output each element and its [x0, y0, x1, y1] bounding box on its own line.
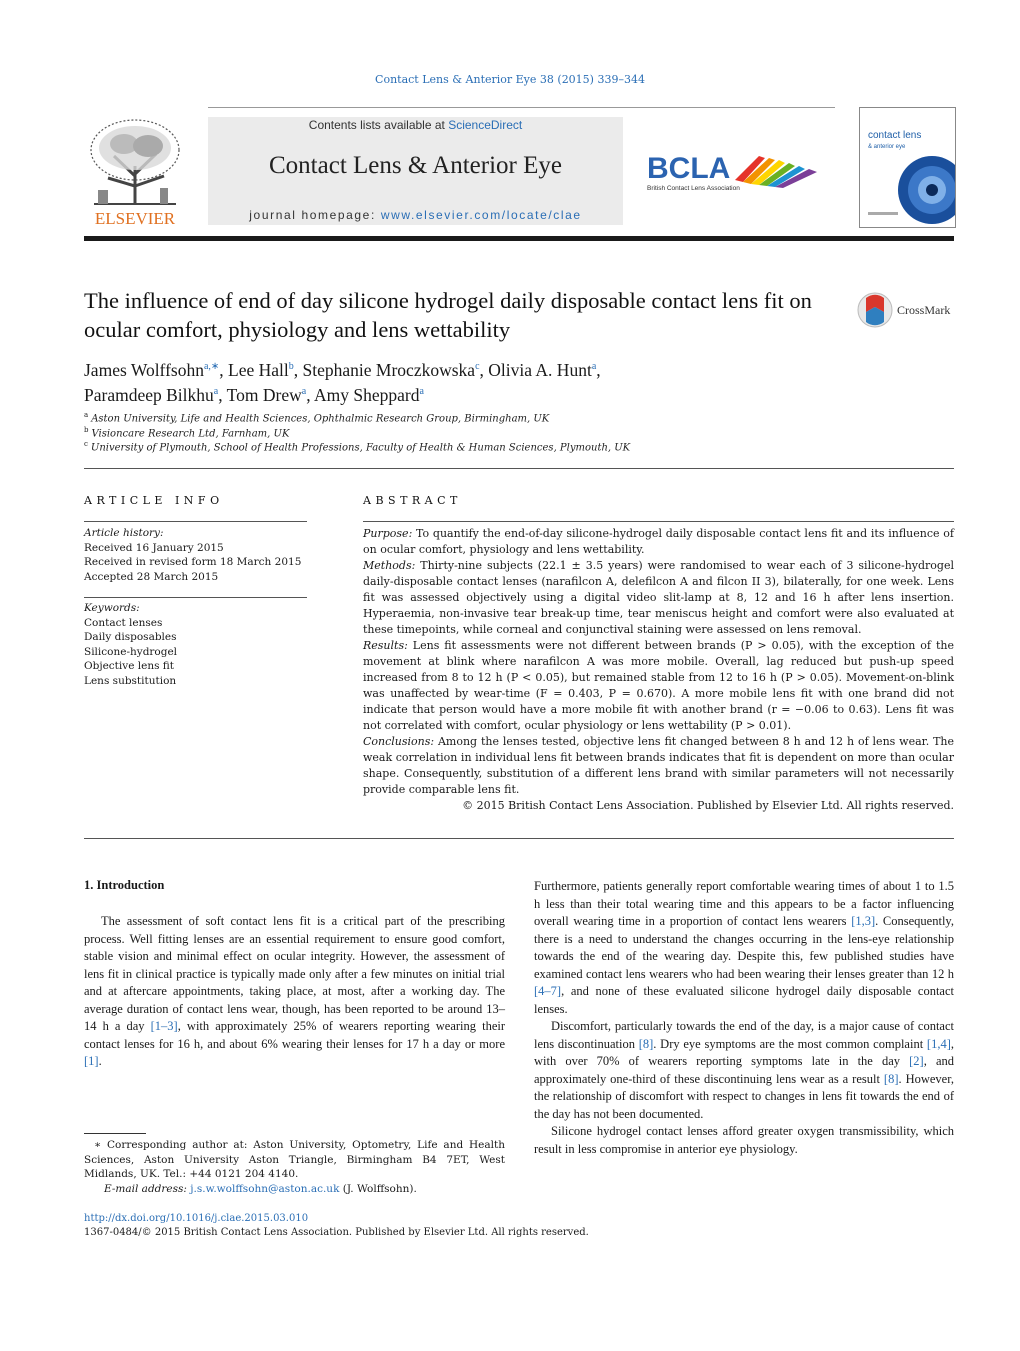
keyword: Contact lenses [84, 616, 163, 629]
elsevier-wordmark: ELSEVIER [94, 209, 176, 228]
abstract-body [363, 526, 954, 814]
contents-line: Contents lists available at ScienceDirect [308, 118, 523, 132]
divider [84, 838, 954, 839]
keyword: Daily disposables [84, 631, 177, 643]
abstract-results: Results: Lens fit assessments were not different between brands (P > 0.05), with the exception of the movement at blink where narafilcon A was more mobile. Overall, lag reduced but push-up speed increased from 8 to 12 h (P < 0.05), but remained stable from 12 to 16 h (P > 0.05). Movement-on-blink was unaffected by wear-time (F = 0.403, P = 0.670). A more mobile lens fit with one brand did not indicate that person would have a more mobile fit with another brand (r = −0.06 to 0.63). Lens fit was not correlated with comfort, ocular physiology or lens wettability (P > 0.01). [363, 639, 954, 732]
abstract-copyright: © 2015 British Contact Lens Association. Published by Elsevier Ltd. All rights reserved. [462, 799, 954, 812]
journal-homepage: journal homepage: www.elsevier.com/locate/clae [249, 208, 582, 222]
keyword: Objective lens fit [84, 660, 175, 672]
author[interactable]: Olivia A. Hunt$^a$ [488, 359, 597, 380]
divider [363, 521, 954, 522]
bcla-logo [647, 150, 827, 192]
abstract-purpose: Purpose: To quantify the end-of-day silicone-hydrogel daily disposable contact lens fit and its influence of on ocular comfort, physiology and lens wettability. [363, 527, 954, 556]
cover-subtitle: & anterior eye [868, 144, 906, 150]
journal-reference[interactable]: Contact Lens & Anterior Eye 38 (2015) 339–344 [375, 73, 645, 86]
author[interactable]: Tom Drew$^a$ [226, 384, 307, 405]
footnote-rule [84, 1133, 146, 1134]
divider [84, 521, 307, 522]
paragraph: Silicone hydrogel contact lenses afford greater oxygen transmissibility, which result in less compromise in anterior eye physiology. [534, 1124, 954, 1156]
citation-link[interactable]: [1,4] [926, 1036, 951, 1051]
paragraph: Furthermore, patients generally report comfortable wearing times of about 1 to 1.5 h less than their total wearing time and this appears to be a factor influencing overall wearing time in a proportion of contact lens wearers [1,3]. Consequently, there is a need to understand the changes occurring in the lens-eye relationship towards the end of the wearing day. Despite this, few published studies have examined contact lens wearers who had been wearing their lenses greater than 12 h [4–7], and none of these evaluated silicone hydrogel daily disposable contact lenses. [534, 879, 954, 1016]
abstract-conclusions: Conclusions: Among the lenses tested, objective lens fit changed between 8 h and 12 h of lens wear. The weak correlation in individual lens fit between brands indicates that fit is dependent on more than ocular shape. Consequently, substitution of a different lens brand with similar parameters will not necessarily provide comparable lens fit. [363, 735, 954, 796]
divider [84, 468, 954, 469]
issn-line: 1367-0484/© 2015 British Contact Lens Association. Published by Elsevier Ltd. All rights reserved. [84, 1227, 589, 1238]
paragraph: Discomfort, particularly towards the end of the day, is a major cause of contact lens discontinuation [8]. Dry eye symptoms are the most common complaint [1,4], with over 70% of wearers reporting symptoms late in the day [2], and approximately one-third of these discontinuing lens wear as a result [8]. However, the relationship of discomfort with respect to changes in lens fit towards the end of the day has not been documented. [534, 1019, 955, 1121]
homepage-link[interactable]: www.elsevier.com/locate/clae [380, 208, 582, 222]
email-link[interactable]: j.s.w.wolffsohn@aston.ac.uk [190, 1182, 340, 1195]
author[interactable]: James Wolffsohn$^{a,∗}$ [84, 359, 220, 380]
affiliation: $^a$ Aston University, Life and Health Sciences, Ophthalmic Research Group, Birmingham, UK [84, 411, 550, 425]
author[interactable]: Stephanie Mroczkowska$^c$ [302, 359, 480, 380]
right-column [534, 878, 954, 1158]
crossmark-badge[interactable] [857, 290, 957, 330]
keywords: Keywords: Contact lenses Daily disposables Silicone-hydrogel Objective lens fit Lens substitution [84, 601, 309, 688]
citation-link[interactable]: [4–7] [534, 984, 562, 998]
footnote: ∗ Corresponding author at: Aston University, Optometry, Life and Health Sciences, Aston University Aston Triangle, Birmingham B4 7ET, West Midlands, UK. Tel.: +44 0121 204 4140. E-mail address: j.s.w.wolffsohn@aston.ac.uk (J. Wolffsohn). [84, 1139, 505, 1195]
journal-title: Contact Lens & Anterior Eye [269, 152, 562, 179]
affiliation: $^b$ Visioncare Research Ltd, Farnham, UK [84, 426, 290, 440]
article-title: The influence of end of day silicone hydrogel daily disposable contact lens fit on ocular comfort, physiology and lens wettability [84, 288, 812, 342]
sciencedirect-link[interactable]: ScienceDirect [448, 118, 523, 132]
author[interactable]: Amy Sheppard$^a$ [313, 384, 424, 405]
paragraph: The assessment of soft contact lens fit is a critical part of the prescribing process. Well fitting lenses are an essential requirement to ensure good comfort, stable vision and minimal effect on ocular integrity. However, the assessment of lens fit in clinical practice is typically made only after a few minutes on initial trial and at aftercare appointments, taking place, at most, after a working day. The average duration of contact lens wear, though, has been reported to be around 13–14 h a day [1–3], with approximately 25% of wearers reporting wearing their contact lenses for 16 h, and about 6% wearing their lenses for 17 h a day or more [1]. [84, 914, 505, 1068]
keyword: Lens substitution [84, 674, 177, 687]
section-title: 1. Introduction [84, 878, 165, 892]
citation-link[interactable]: [8] [883, 1071, 899, 1086]
header-thick-rule [84, 236, 954, 241]
elsevier-logo [84, 116, 186, 228]
header-divider [208, 107, 835, 108]
author-list: James Wolffsohn$^{a,∗}$, Lee Hall$^b$, Stephanie Mroczkowska$^c$, Olivia A. Hunt$^a$, Paramdeep Bilkhu$^a$, Tom Drew$^a$, Amy Sheppard$^a$ [84, 359, 601, 405]
journal-cover-thumbnail[interactable] [859, 107, 956, 228]
bcla-subtitle: British Contact Lens Association [647, 185, 740, 192]
citation-link[interactable]: [8] [638, 1036, 654, 1051]
left-column [84, 913, 505, 1071]
abstract-methods: Methods: Thirty-nine subjects (22.1 ± 3.5 years) were randomised to wear each of 3 silicone-hydrogel daily-disposable contact lenses (narafilcon A, delefilcon A and filcon II 3), bilaterally, for one week. Lens fit was assessed objectively using a digital video slit-lamp at 8, 12 and 16 h after lens insertion. Hyperaemia, non-invasive tear break-up time, tear meniscus height and comfort were also evaluated at these timepoints, while corneal and conjunctival staining were assessed on lens removal. [363, 559, 954, 636]
cover-title: contact lens [868, 130, 922, 141]
divider [84, 597, 307, 598]
author[interactable]: Paramdeep Bilkhu$^a$ [84, 384, 219, 405]
keyword: Silicone-hydrogel [84, 645, 178, 658]
article-info-heading: ARTICLE INFO [84, 494, 224, 507]
affiliation: $^c$ University of Plymouth, School of Health Professions, Faculty of Health & Human Sciences, Plymouth, UK [84, 440, 631, 454]
citation-link[interactable]: [1–3] [150, 1019, 178, 1033]
doi-link[interactable]: http://dx.doi.org/10.1016/j.clae.2015.03.010 [84, 1213, 309, 1224]
abstract-heading: ABSTRACT [363, 494, 462, 507]
page-footer [84, 1212, 589, 1240]
author[interactable]: Lee Hall$^b$ [228, 359, 294, 380]
article-history: Article history: Received 16 January 2015 Received in revised form 18 March 2015 Accepted 28 March 2015 [84, 527, 302, 583]
bcla-wordmark: BCLA [647, 152, 731, 185]
citation-link[interactable]: [2] [909, 1054, 924, 1068]
citation-link[interactable]: [1,3] [851, 914, 876, 928]
crossmark-label: CrossMark [897, 303, 951, 317]
citation-link[interactable]: [1] [84, 1054, 99, 1068]
